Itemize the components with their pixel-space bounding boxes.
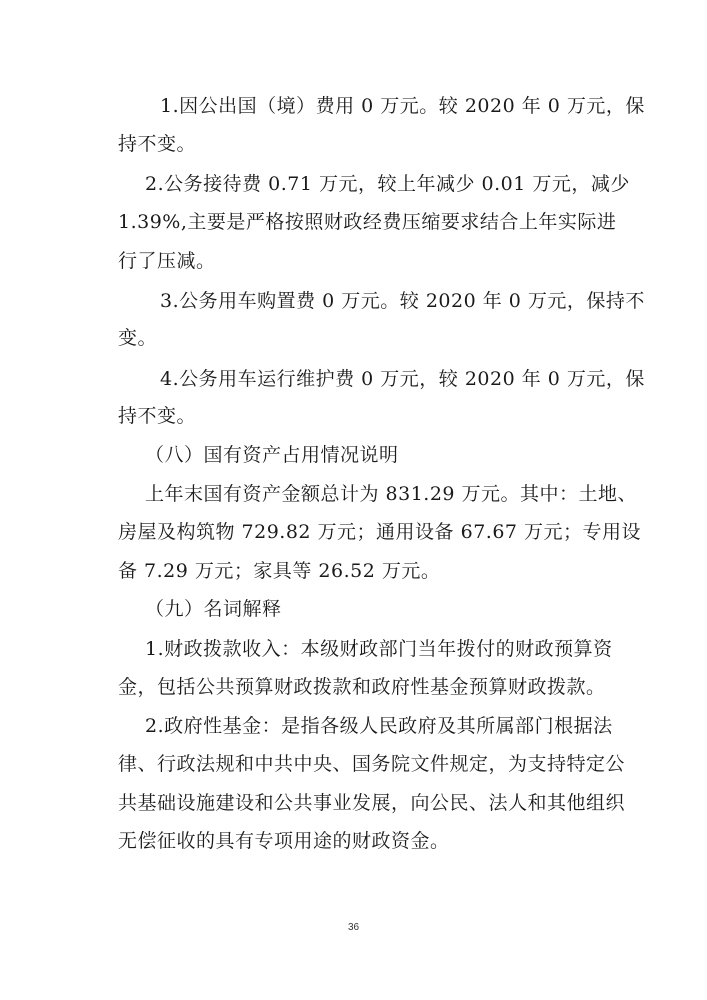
paragraph-1-line-1: 1.因公出国（境）费用 0 万元。较 2020 年 0 万元，保 xyxy=(160,95,645,117)
paragraph-5-line-1: 上年末国有资产金额总计为 831.29 万元。其中：土地、 xyxy=(145,483,638,505)
paragraph-3-line-2: 变。 xyxy=(118,327,158,349)
section-heading-8: （八）国有资产占用情况说明 xyxy=(145,444,399,466)
section-heading-9: （九）名词解释 xyxy=(145,598,282,620)
paragraph-5-line-2: 房屋及构筑物 729.82 万元；通用设备 67.67 万元；专用设 xyxy=(118,521,642,543)
paragraph-2-line-1: 2.公务接待费 0.71 万元，较上年减少 0.01 万元，减少 xyxy=(145,173,630,195)
paragraph-6-line-2: 金，包括公共预算财政拨款和政府性基金预算财政拨款。 xyxy=(118,676,606,698)
page-number: 36 xyxy=(347,922,360,933)
paragraph-7-line-2: 律、行政法规和中共中央、国务院文件规定，为支持特定公 xyxy=(118,753,626,775)
paragraph-2-line-2: 1.39%,主要是严格按照财政经费压缩要求结合上年实际进 xyxy=(118,211,617,233)
paragraph-3-line-1: 3.公务用车购置费 0 万元。较 2020 年 0 万元，保持不 xyxy=(160,290,645,312)
paragraph-7-line-4: 无偿征收的具有专项用途的财政资金。 xyxy=(118,830,450,852)
paragraph-2-line-3: 行了压减。 xyxy=(118,250,216,272)
paragraph-1-line-2: 持不变。 xyxy=(118,133,197,155)
paragraph-7-line-1: 2.政府性基金：是指各级人民政府及其所属部门根据法 xyxy=(145,715,613,737)
paragraph-5-line-3: 备 7.29 万元；家具等 26.52 万元。 xyxy=(118,560,441,582)
paragraph-4-line-2: 持不变。 xyxy=(118,405,197,427)
paragraph-4-line-1: 4.公务用车运行维护费 0 万元，较 2020 年 0 万元，保 xyxy=(160,368,645,390)
paragraph-6-line-1: 1.财政拨款收入：本级财政部门当年拨付的财政预算资 xyxy=(145,638,613,660)
paragraph-7-line-3: 共基础设施建设和公共事业发展，向公民、法人和其他组织 xyxy=(118,792,626,814)
